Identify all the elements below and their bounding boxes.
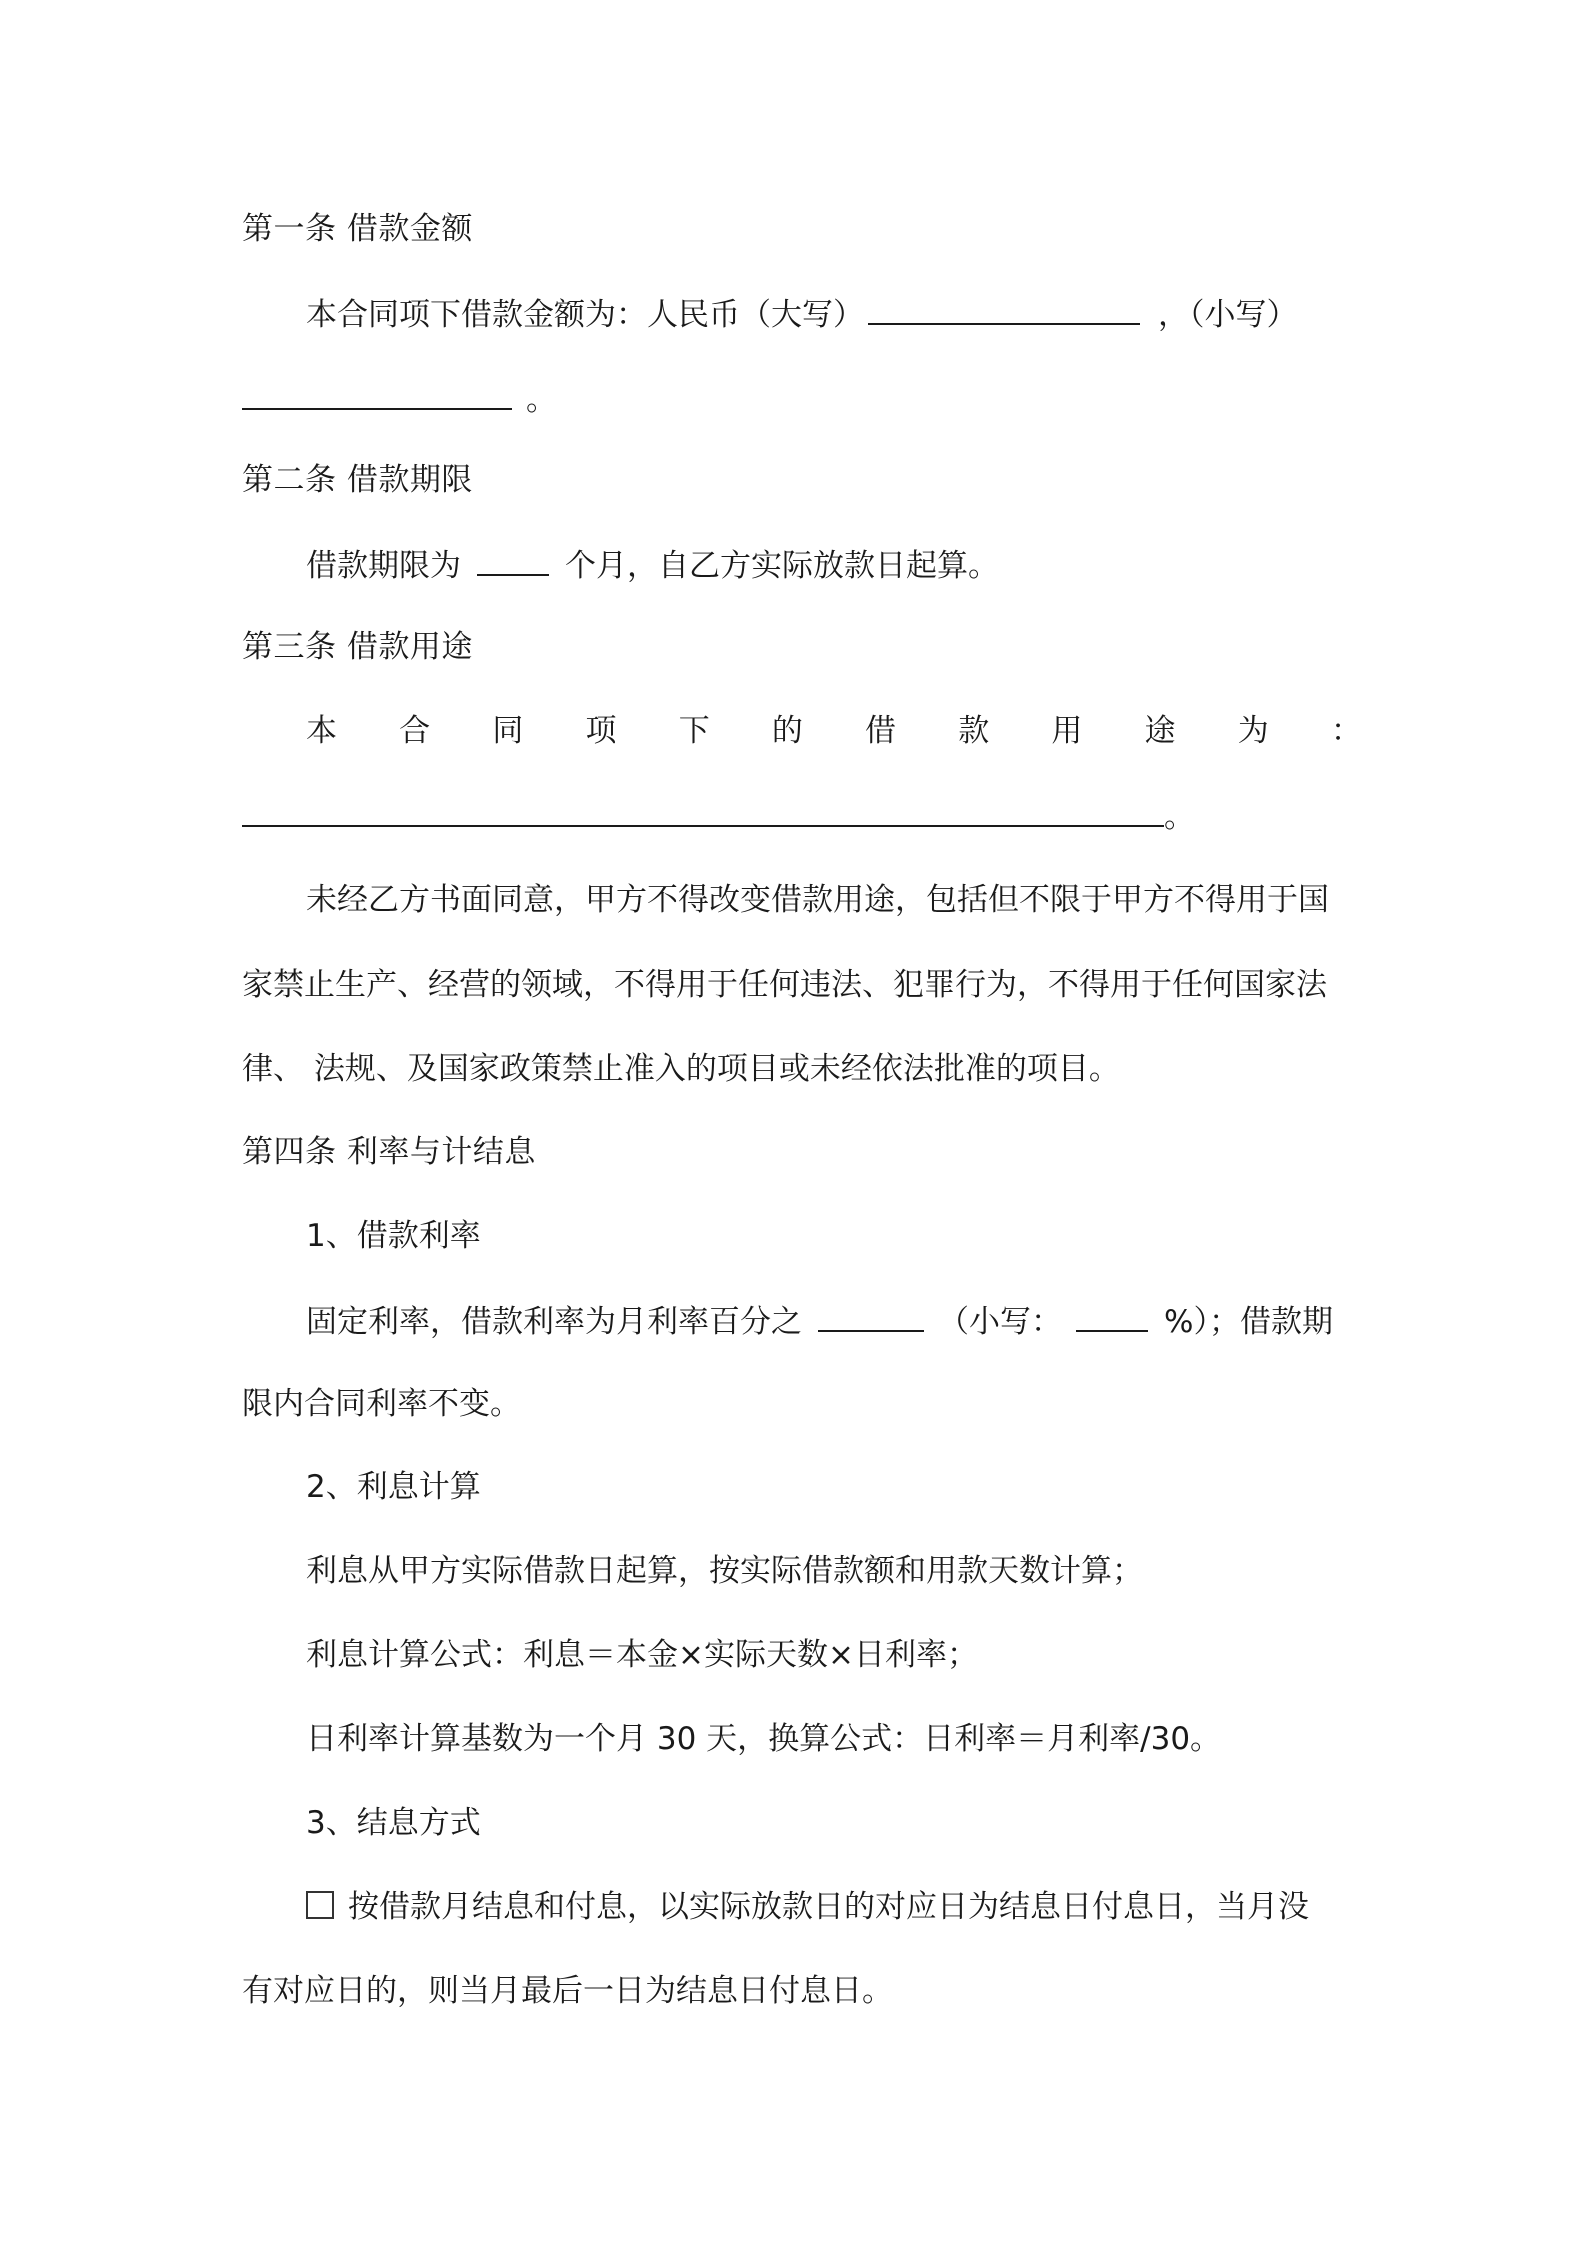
article-2-title: 第二条 借款期限 [242,462,473,498]
rate-text-b: （小写： [938,1304,1062,1340]
article-3-end: 。 [1164,799,1195,835]
article-3-title: 第三条 借款用途 [242,629,473,665]
article-3-purpose-line [242,795,1362,837]
article-4-sub-2: 2、利息计算 [306,1469,481,1505]
spread-char: 款 [958,713,990,749]
spread-char: 同 [492,713,524,749]
article-2-text-b: 个月，自乙方实际放款日起算。 [565,548,999,584]
spread-char: ： [1330,713,1362,749]
spread-char: 用 [1051,713,1083,749]
interest-calc-line-3: 日利率计算基数为一个月 30 天，换算公式：日利率＝月利率/30。 [306,1721,1222,1757]
spread-char: 途 [1144,713,1176,749]
settlement-option-1 [306,1887,1362,1927]
settlement-option-1-checkbox[interactable] [306,1891,334,1919]
article-3-para-line-2: 家禁止生产、经营的领域，不得用于任何违法、犯罪行为，不得用于任何国家法 [242,967,1327,1003]
article-4-title: 第四条 利率与计结息 [242,1134,536,1170]
article-1-text-b: ，（小写） [1158,297,1298,333]
article-4-sub-3: 3、结息方式 [306,1805,481,1841]
loan-purpose-blank[interactable] [242,795,1164,827]
loan-term-months-blank[interactable] [477,544,549,576]
article-1-text-a: 本合同项下借款金额为：人民币（大写） [306,297,864,333]
article-2-text-a: 借款期限为 [306,548,461,584]
amount-uppercase-blank[interactable] [868,293,1140,325]
settlement-option-1-text: 按借款月结息和付息，以实际放款日的对应日为结息日付息日，当月没 [348,1889,1309,1925]
spread-char: 下 [678,713,710,749]
article-1-line-2 [242,378,1362,420]
interest-calc-line-2: 利息计算公式：利息＝本金×实际天数×日利率； [306,1637,978,1673]
rate-text-a: 固定利率，借款利率为月利率百分之 [306,1304,802,1340]
article-1-end: 。 [526,382,557,418]
interest-calc-line-1: 利息从甲方实际借款日起算，按实际借款额和用款天数计算； [306,1553,1143,1589]
spread-char: 项 [585,713,617,749]
article-3-para-line-3: 律、 法规、及国家政策禁止准入的项目或未经依法批准的项目。 [242,1051,1120,1087]
amount-lowercase-blank[interactable] [242,378,512,410]
rate-text-c: %）；借款期 [1164,1304,1333,1340]
article-1-title: 第一条 借款金额 [242,211,473,247]
interest-rate-line [306,1300,1362,1342]
spread-char: 为 [1237,713,1269,749]
interest-rate-line-2: 限内合同利率不变。 [242,1386,521,1422]
article-1-line-1 [306,293,1362,335]
spread-char: 借 [865,713,897,749]
spread-char: 的 [771,713,803,749]
article-2-line [306,544,1362,586]
spread-char: 本 [306,713,337,749]
article-4-sub-1: 1、借款利率 [306,1218,481,1254]
spread-char: 合 [399,713,431,749]
article-3-spread-line [306,711,1362,751]
settlement-option-1-line-2: 有对应日的，则当月最后一日为结息日付息日。 [242,1973,893,2009]
monthly-rate-lowercase-blank[interactable] [1076,1300,1148,1332]
article-3-para-line-1: 未经乙方书面同意，甲方不得改变借款用途，包括但不限于甲方不得用于国 [306,882,1329,918]
monthly-rate-percent-blank[interactable] [818,1300,924,1332]
